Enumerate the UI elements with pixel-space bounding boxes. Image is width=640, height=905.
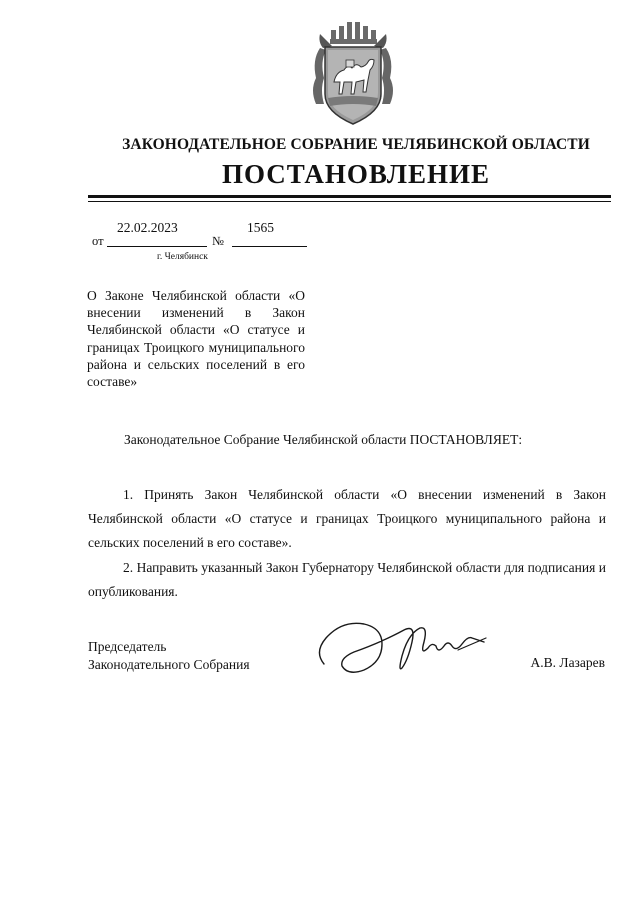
coat-of-arms-icon: [306, 20, 400, 130]
resolution-item-1: 1. Принять Закон Челябинской области «О внесении изменений в Закон Челябинской области «О статусе и границах Троицкого муниципального района и сельских поселений в его составе».: [88, 487, 606, 550]
header-rule-thin: [88, 201, 611, 202]
signatory-title-line-2: Законодательного Собрания: [88, 656, 250, 672]
city-label: г. Челябинск: [157, 252, 208, 262]
document-number: 1565: [247, 220, 274, 235]
assembly-name: ЗАКОНОДАТЕЛЬНОЕ СОБРАНИЕ ЧЕЛЯБИНСКОЙ ОБЛАСТИ: [122, 136, 590, 153]
handwritten-signature: [312, 612, 492, 680]
resolves-statement: Законодательное Собрание Челябинской области ПОСТАНОВЛЯЕТ:: [124, 432, 523, 447]
document-subject: О Законе Челябинской области «О внесении изменений в Закон Челябинской области «О статусе и границах Троицкого муниципального района и сельских поселений в его составе»: [87, 288, 305, 390]
header-rule-thick: [88, 195, 611, 198]
number-underline: [232, 246, 307, 247]
number-label: №: [212, 234, 224, 248]
signatory-title-line-1: Председатель: [88, 639, 167, 654]
signatory-title: [88, 638, 250, 673]
date-underline: [107, 246, 207, 247]
date-label: от: [92, 234, 104, 248]
document-type-title: ПОСТАНОВЛЕНИЕ: [221, 159, 491, 189]
document-date: 22.02.2023: [117, 220, 178, 235]
signatory-name: А.В. Лазарев: [530, 655, 605, 670]
resolution-item-2: 2. Направить указанный Закон Губернатору Челябинской области для подписания и опубликования.: [88, 560, 606, 599]
